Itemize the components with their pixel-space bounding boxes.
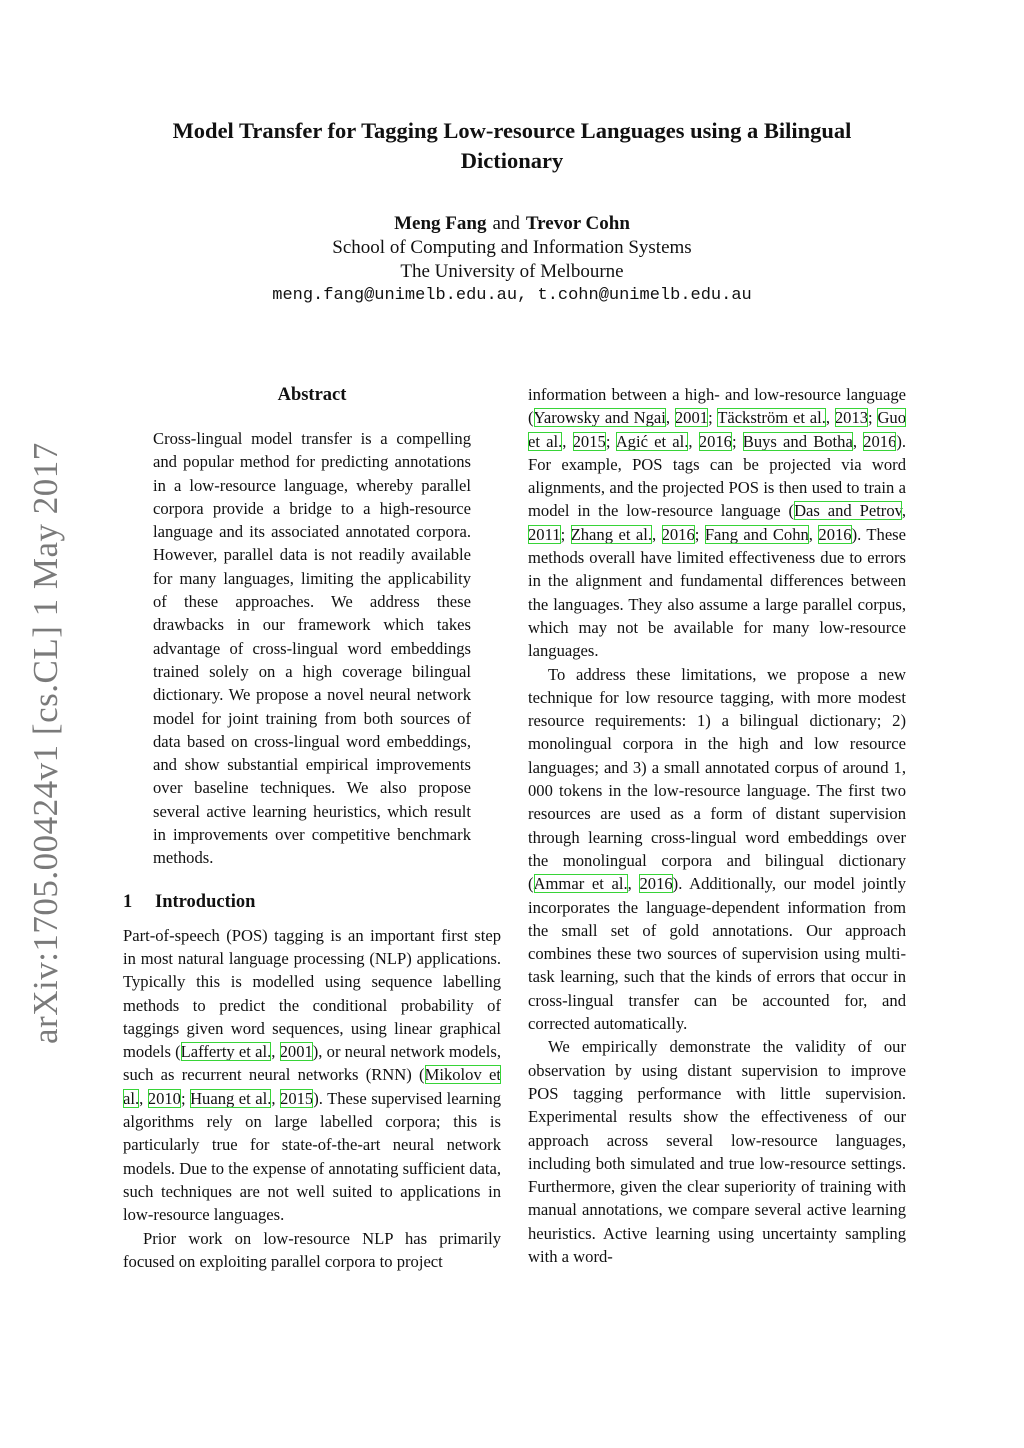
text-run: , — [627, 874, 640, 894]
text-run: , — [271, 1042, 280, 1062]
text-run: ), or neural network models, such as recurrent neural networks (RNN) ( — [123, 1042, 502, 1085]
author-emails: meng.fang@unimelb.edu.au, t.cohn@unimelb.edu.au — [272, 286, 752, 305]
citation-link[interactable]: 2016 — [863, 431, 897, 451]
text-run: , — [825, 408, 835, 428]
text-run: ; — [708, 408, 718, 428]
text-run: , — [651, 524, 662, 544]
text-run: ; — [180, 1088, 191, 1108]
author-name-1: Meng Fang — [394, 213, 487, 234]
abstract-text: Cross-lingual model transfer is a compelling and popular method for predicting annotations in a low-resource language, whereby parallel corpora provide a bridge to a high-resource language and its associated annotated corpora. However, parallel data is not readily available for many languages, limiting the applicability of these approaches. We address these drawbacks in our framework which takes advantage of cross-lingual word embeddings trained solely on a high coverage bilingual dictionary. We propose a novel neural network model for joint training from both sources of data based on cross-lingual word embeddings, and show substantial empirical improvements over baseline techniques. We also propose several active learning heuristics, which result in improvements over competitive benchmark methods. — [153, 429, 471, 868]
text-run: ; — [605, 431, 616, 451]
arxiv-identifier-stamp: arXiv:1705.00424v1 [cs.CL] 1 May 2017 — [26, 442, 65, 1044]
citation-link[interactable]: Fang and Cohn — [704, 524, 809, 544]
text-run: To address these limitations, we propose a new technique for low resource tagging, with more modest resource requirements: 1) a bilingual dictionary; 2) monolingual corpora in the high and low resource languages; and 3) a small annotated corpus of around 1, 000 tokens in the low-resource language. The first two resources are used as a form of distant supervision through learning cross-lingual word embeddings over the monolingual corpora and bilingual dictionary ( — [528, 664, 906, 894]
section-heading-introduction — [123, 890, 501, 914]
citation-link[interactable]: Täckström et al. — [717, 408, 826, 428]
right-paragraph-2 — [528, 663, 906, 1036]
text-run: , — [852, 431, 864, 451]
right-paragraph-3: We empirically demonstrate the validity of our observation by using distant supervision to improve POS tagging performance with little supervision. Experimental results show the effectiveness of our approach across several low-resource languages, including both simulated and true low-resource settings. Furthermore, given the clear superiority of training with manual annotations, we compare several active learning heuristics. Active learning using uncertainty sampling with a word- — [528, 1037, 906, 1266]
text-run: ). Additionally, our model jointly incorporates the language-dependent information from the small set of gold annotations. Our approach combines these two sources of supervision using multi-task learning, such that the kinds of errors that occur in cross-lingual transfer can be accounted for, and corrected automatically. — [528, 874, 906, 1034]
text-run: , — [901, 501, 906, 521]
citation-link[interactable]: 2016 — [818, 524, 852, 544]
right-paragraph-1 — [528, 383, 906, 663]
citation-link[interactable]: Zhang et al. — [570, 524, 652, 544]
citation-link[interactable]: Guo et al. — [528, 408, 907, 451]
section-title: Introduction — [155, 891, 256, 912]
intro-paragraph-2: Prior work on low-resource NLP has primarily focused on exploiting parallel corpora to project — [123, 1228, 501, 1271]
citation-link[interactable]: 2016 — [639, 874, 673, 894]
right-column — [528, 383, 906, 1268]
text-run: ; — [694, 524, 705, 544]
text-run: ; — [560, 524, 571, 544]
citation-link[interactable]: 2013 — [834, 408, 869, 428]
text-run: Part-of-speech (POS) tagging is an important first step in most natural language processing (NLP) applications. Typically this is modelled using sequence labelling methods to predict the conditional probability of taggings given word sequences, using linear graphical models ( — [123, 925, 501, 1062]
citation-link[interactable]: Mikolov et al. — [123, 1065, 501, 1108]
text-run: ). These methods overall have limited effectiveness due to errors in the alignment and fundamental differences between the languages. They also assume a large parallel corpus, which may not be available for many low-resource languages. — [528, 524, 907, 661]
citation-link[interactable]: 2015 — [280, 1088, 314, 1108]
text-run: , — [688, 431, 699, 451]
text-run: , — [139, 1088, 148, 1108]
text-run: , — [665, 408, 675, 428]
title-line-1: Model Transfer for Tagging Low-resource Languages using a Bilingual — [172, 118, 852, 143]
citation-link[interactable]: 2011 — [528, 524, 561, 544]
abstract-heading: Abstract — [277, 385, 347, 405]
citation-link[interactable]: 2016 — [698, 431, 732, 451]
citation-link[interactable]: Yarowsky and Ngai — [533, 408, 666, 428]
author-block — [112, 212, 912, 308]
text-run: ; — [731, 431, 743, 451]
citation-link[interactable]: Buys and Botha — [742, 431, 853, 451]
citation-link[interactable]: Agić et al. — [615, 431, 689, 451]
text-run: , — [562, 431, 573, 451]
section-number: 1 — [123, 891, 133, 912]
affiliation-school: School of Computing and Information Systems — [332, 237, 692, 258]
title-line-2: Dictionary — [460, 148, 564, 173]
citation-link[interactable]: Huang et al. — [190, 1088, 272, 1108]
author-name-2: Trevor Cohn — [525, 213, 630, 234]
citation-link[interactable]: Das and Petrov — [794, 501, 902, 521]
citation-link[interactable]: 2001 — [674, 408, 709, 428]
intro-paragraph-1 — [123, 924, 501, 1227]
text-run: ). For example, POS tags can be projected via word alignments, and the projected POS is then used to train a model in the low-resource language ( — [528, 431, 907, 521]
paper-title — [112, 116, 912, 176]
author-line — [112, 212, 912, 236]
citation-link[interactable]: 2010 — [147, 1088, 181, 1108]
text-run: information between a high- and low-resource language ( — [528, 385, 906, 428]
citation-link[interactable]: 2001 — [279, 1042, 313, 1062]
text-run: , — [808, 524, 819, 544]
citation-link[interactable]: Lafferty et al. — [180, 1042, 272, 1062]
author-conjunction: and — [492, 213, 520, 234]
citation-link[interactable]: Ammar et al. — [533, 874, 628, 894]
affiliation-university: The University of Melbourne — [400, 261, 624, 282]
citation-link[interactable]: 2016 — [661, 524, 695, 544]
text-run: ). These supervised learning algorithms rely on large labelled corpora; this is particularly true for state-of-the-art neural network models. Due to the expense of annotating sufficient data, such techniques are not well suited to applications in low-resource languages. — [123, 1088, 502, 1225]
text-run: ; — [868, 408, 878, 428]
left-column — [123, 383, 501, 1273]
citation-link[interactable]: 2015 — [572, 431, 606, 451]
text-run: , — [271, 1088, 281, 1108]
